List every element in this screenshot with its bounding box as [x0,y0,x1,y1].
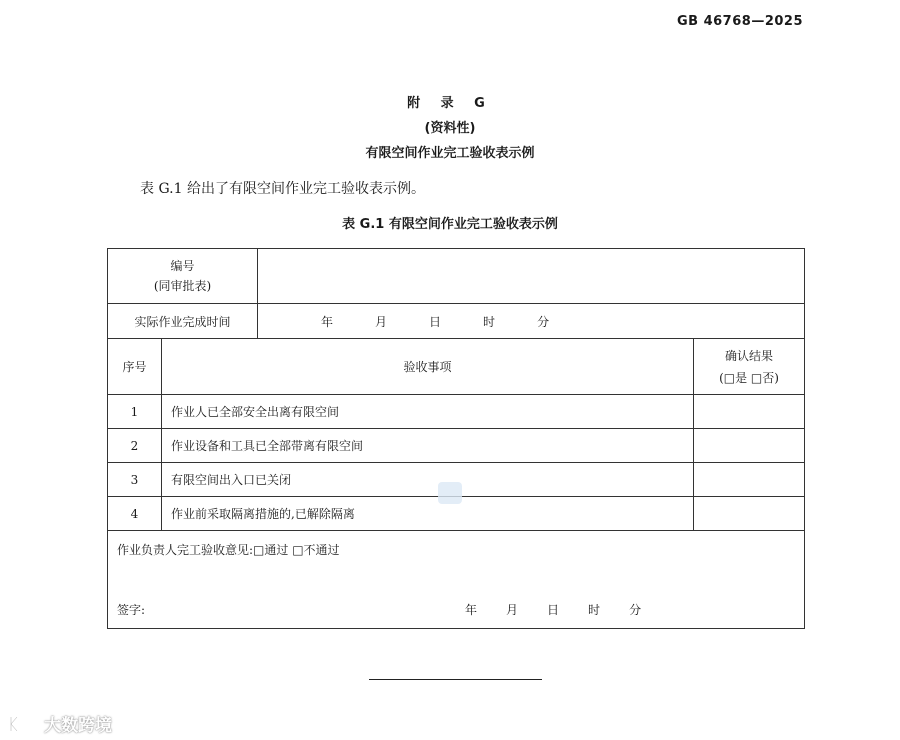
completion-time-cell[interactable] [258,304,805,339]
opinion-label: 作业负责人完工验收意见:□通过 □不通过 [117,543,340,557]
table-caption: 表 G.1 有限空间作业完工验收表示例 [342,217,558,232]
number-label: 编号 [170,259,195,273]
footer-divider [369,679,542,680]
row-item: 作业设备和工具已全部带离有限空间 [162,429,694,463]
brand-watermark [8,711,112,736]
time-unit-hour: 时 [483,314,496,329]
result-header-label: 确认结果 [724,348,773,363]
sign-unit-year: 年 [465,603,478,617]
sign-unit-hour: 时 [588,603,601,617]
result-header-options: (□是 □否) [719,370,779,385]
row-result-cell[interactable] [694,463,805,497]
signature-label: 签字: [117,603,146,617]
number-value-cell[interactable] [258,249,805,304]
row-result-cell[interactable] [694,395,805,429]
watermark-icon [438,482,462,504]
row-seq: 1 [108,395,162,429]
completion-time-label: 实际作业完成时间 [108,304,258,339]
intro-text: 表 G.1 给出了有限空间作业完工验收表示例。 [140,181,425,197]
time-unit-minute: 分 [537,314,550,329]
row-item: 作业人已全部安全出离有限空间 [162,395,694,429]
appendix-title: 附 录 G [407,96,493,111]
sign-unit-minute: 分 [629,603,642,617]
appendix-name: 有限空间作业完工验收表示例 [365,146,535,161]
table-row [108,429,805,463]
number-label-cell [108,249,258,304]
standard-number: GB 46768—2025 [676,14,803,29]
row-seq: 4 [108,497,162,531]
appendix-type: (资料性) [424,121,476,136]
column-header-item: 验收事项 [162,339,694,395]
signature-time [465,601,641,618]
brand-logo-icon [8,714,40,734]
sign-unit-month: 月 [506,603,519,617]
row-seq: 2 [108,429,162,463]
time-unit-month: 月 [375,314,388,329]
time-unit-year: 年 [321,314,334,329]
row-item: 有限空间出入口已关闭 [162,463,694,497]
time-unit-day: 日 [429,314,442,329]
column-header-result [694,339,805,395]
row-result-cell[interactable] [694,497,805,531]
table-row [108,395,805,429]
number-label-note: (同审批表) [153,279,212,293]
brand-name: 大数跨境 [44,716,112,736]
row-result-cell[interactable] [694,429,805,463]
opinion-cell[interactable] [108,531,805,629]
column-header-seq: 序号 [108,339,162,395]
acceptance-form-table [107,248,805,629]
row-seq: 3 [108,463,162,497]
sign-unit-day: 日 [547,603,560,617]
row-item: 作业前采取隔离措施的,已解除隔离 [162,497,694,531]
